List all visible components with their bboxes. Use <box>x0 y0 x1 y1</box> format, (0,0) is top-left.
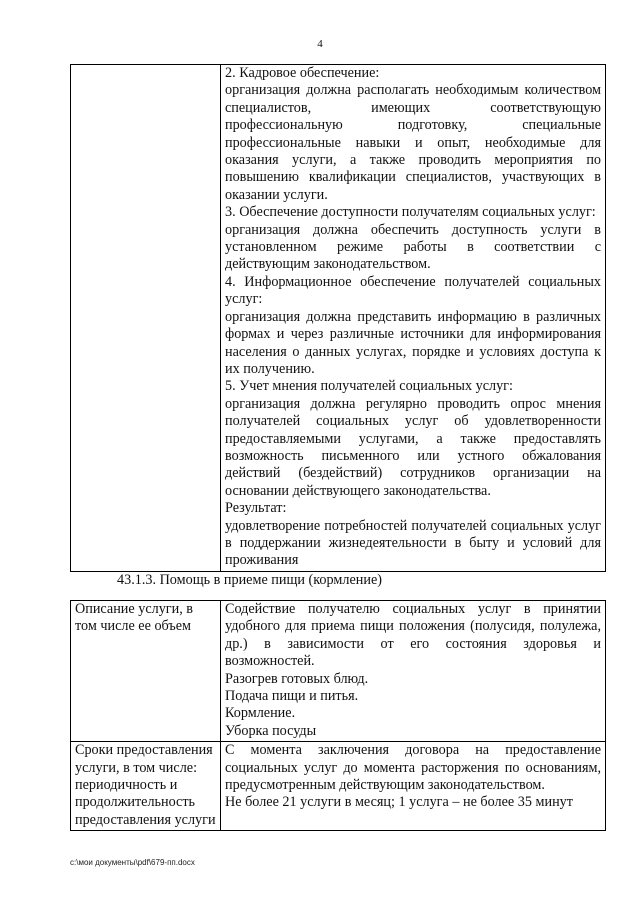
description-paragraph: Уборка посуды <box>225 722 317 739</box>
table-row <box>71 65 606 572</box>
result-text: удовлетворение потребностей получателей социальных услуг в поддержании жизнедеятельности в быту и условий для проживания <box>225 517 601 569</box>
service-table <box>70 600 606 831</box>
feedback-text: организация должна регулярно проводить опрос мнения получателей социальных услуг об удовлетворенности предоставляемыми услугами, а также предоставлять возможность письменного или устного обжалования действий (бездействий) сотрудников организации на основании действующего законодательства. <box>225 395 601 499</box>
accessibility-text: организация должна обеспечить доступность услуги в установленном режиме работы в соответствии с действующим законодательством. <box>225 221 601 273</box>
terms-content-cell <box>221 742 606 831</box>
section-heading: 43.1.3. Помощь в приеме пищи (кормление) <box>117 572 382 588</box>
description-paragraph: Подача пищи и питья. <box>225 688 359 705</box>
accessibility-heading: 3. Обеспечение доступности получателям социальных услуг: <box>225 204 596 221</box>
table-row <box>71 601 606 742</box>
description-paragraph: Содействие получателю социальных услуг в принятии удобного для приема пищи положения (полусидя, полулежа, др.) в зависимости от его состояния здоровья и возможностей. <box>225 601 601 670</box>
description-label-cell: Описание услуги, в том числе ее объем <box>71 601 221 742</box>
terms-paragraph: С момента заключения договора на предоставление социальных услуг до момента расторжения по основаниям, предусмотренным действующим законодательством. <box>225 742 601 794</box>
staffing-heading: 2. Кадровое обеспечение: <box>225 65 380 81</box>
conditions-cell <box>221 65 606 572</box>
terms-paragraph: Не более 21 услуги в месяц; 1 услуга – не более 35 минут <box>225 794 573 811</box>
description-content-cell <box>221 601 606 742</box>
continuation-table <box>70 64 606 572</box>
terms-label-cell: Сроки предоставления услуги, в том числе: периодичность и продолжительность предоставления услуги <box>71 742 221 831</box>
feedback-heading: 5. Учет мнения получателей социальных услуг: <box>225 378 513 395</box>
staffing-text: организация должна располагать необходимым количеством специалистов, имеющих соответствующую профессиональную подготовку, специальные профессиональные навыки и опыт, необходимые для оказания услуги, а также проводить мероприятия по повышению квалификации специалистов, участвующих в оказании услуги. <box>225 82 601 203</box>
description-paragraph: Разогрев готовых блюд. <box>225 670 369 687</box>
information-heading: 4. Информационное обеспечение получателей социальных услуг: <box>225 273 601 308</box>
page-number: 4 <box>317 38 323 50</box>
empty-label-cell <box>71 65 221 572</box>
table-row <box>71 742 606 831</box>
result-heading: Результат: <box>225 500 287 517</box>
footer-file-path: c:\мои документы\pdf\679-пп.docx <box>70 858 195 867</box>
information-text: организация должна представить информацию в различных формах и через различные источники для информирования населения о данных услугах, порядке и условиях доступа к их получению. <box>225 308 601 377</box>
description-paragraph: Кормление. <box>225 705 296 722</box>
